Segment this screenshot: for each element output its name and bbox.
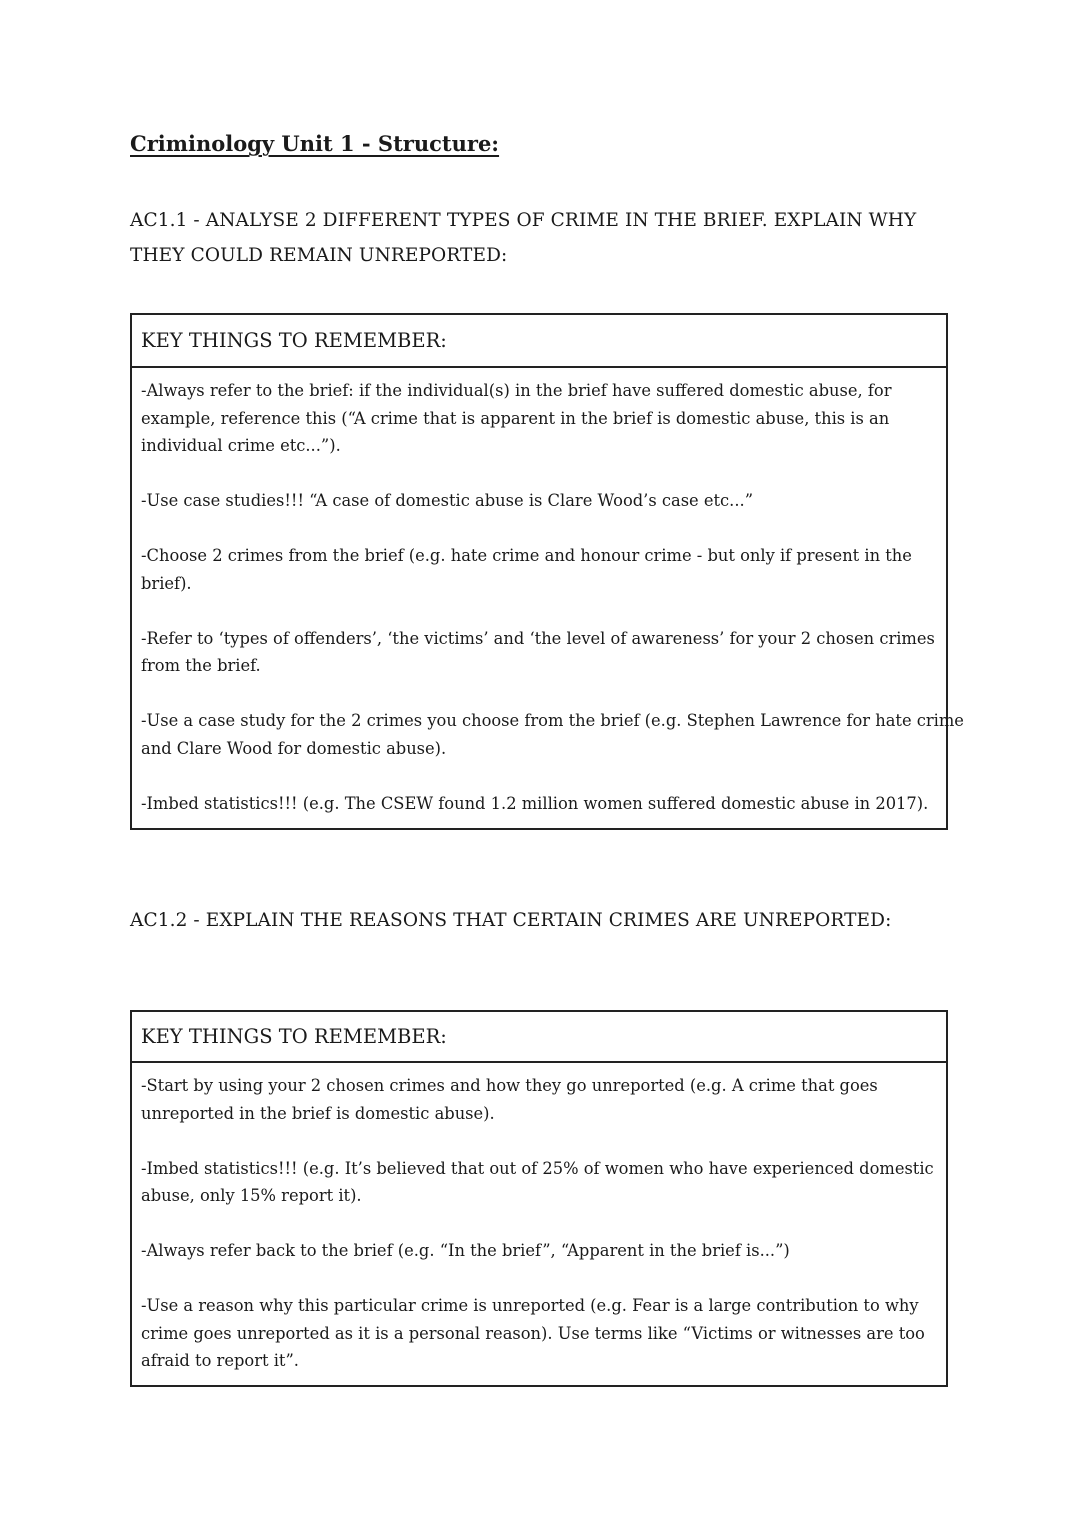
document-title: Criminology Unit 1 - Structure: [130, 131, 500, 156]
item-line: brief). [141, 573, 192, 593]
item-line: crime goes unreported as it is a personal reason). Use terms like “Victims or witnesses are too [141, 1323, 925, 1343]
section-heading-ac1-2 [130, 903, 960, 938]
item-line: -Start by using your 2 chosen crimes and how they go unreported (e.g. A crime that goes [141, 1076, 878, 1095]
list-item [141, 542, 937, 597]
box-body [132, 368, 964, 817]
item-line: -Always refer to the brief: if the individual(s) in the brief have suffered domestic abuse, for [141, 381, 892, 400]
box-header: KEY THINGS TO REMEMBER: [132, 315, 946, 368]
item-line: -Use a case study for the 2 crimes you choose from the brief (e.g. Stephen Lawrence for hate crime [141, 711, 964, 730]
section-heading-ac1-1 [130, 203, 960, 273]
list-item [141, 790, 937, 818]
item-line: -Refer to ‘types of offenders’, ‘the victims’ and ‘the level of awareness’ for your 2 chosen crimes [141, 628, 935, 648]
item-line: unreported in the brief is domestic abuse). [141, 1103, 495, 1123]
item-line: -Use a reason why this particular crime is unreported (e.g. Fear is a large contribution to why [141, 1296, 919, 1315]
list-item [141, 1237, 937, 1265]
heading-line: THEY COULD REMAIN UNREPORTED: [130, 245, 508, 266]
box-header: KEY THINGS TO REMEMBER: [132, 1012, 946, 1063]
box-body [132, 1063, 946, 1375]
list-item [141, 377, 937, 460]
item-line: afraid to report it”. [141, 1351, 299, 1370]
list-item [141, 487, 937, 515]
item-line: -Imbed statistics!!! (e.g. It’s believed that out of 25% of women who have experienced domestic [141, 1158, 934, 1178]
key-things-box-ac1-1 [130, 313, 964, 830]
item-line: -Imbed statistics!!! (e.g. The CSEW found 1.2 million women suffered domestic abuse in 2017). [141, 793, 929, 813]
list-item [141, 625, 937, 680]
list-item [141, 1292, 937, 1375]
item-line: -Choose 2 crimes from the brief (e.g. hate crime and honour crime - but only if present in the [141, 546, 912, 565]
item-line: -Always refer back to the brief (e.g. “In the brief”, “Apparent in the brief is...”) [141, 1241, 790, 1260]
heading-line: AC1.1 - ANALYSE 2 DIFFERENT TYPES OF CRIME IN THE BRIEF. EXPLAIN WHY [130, 210, 917, 231]
heading-line: AC1.2 - EXPLAIN THE REASONS THAT CERTAIN CRIMES ARE UNREPORTED: [130, 910, 892, 931]
item-line: example, reference this (“A crime that is apparent in the brief is domestic abuse, this is an [141, 408, 890, 428]
list-item [141, 1155, 937, 1210]
item-line: from the brief. [141, 656, 261, 675]
item-line: individual crime etc...”). [141, 436, 341, 455]
item-line: -Use case studies!!! “A case of domestic abuse is Clare Wood’s case etc...” [141, 491, 754, 510]
key-things-box-ac1-2 [130, 1010, 948, 1387]
item-line: abuse, only 15% report it). [141, 1186, 362, 1205]
list-item [141, 707, 964, 762]
item-line: and Clare Wood for domestic abuse). [141, 738, 447, 758]
list-item [141, 1072, 937, 1127]
